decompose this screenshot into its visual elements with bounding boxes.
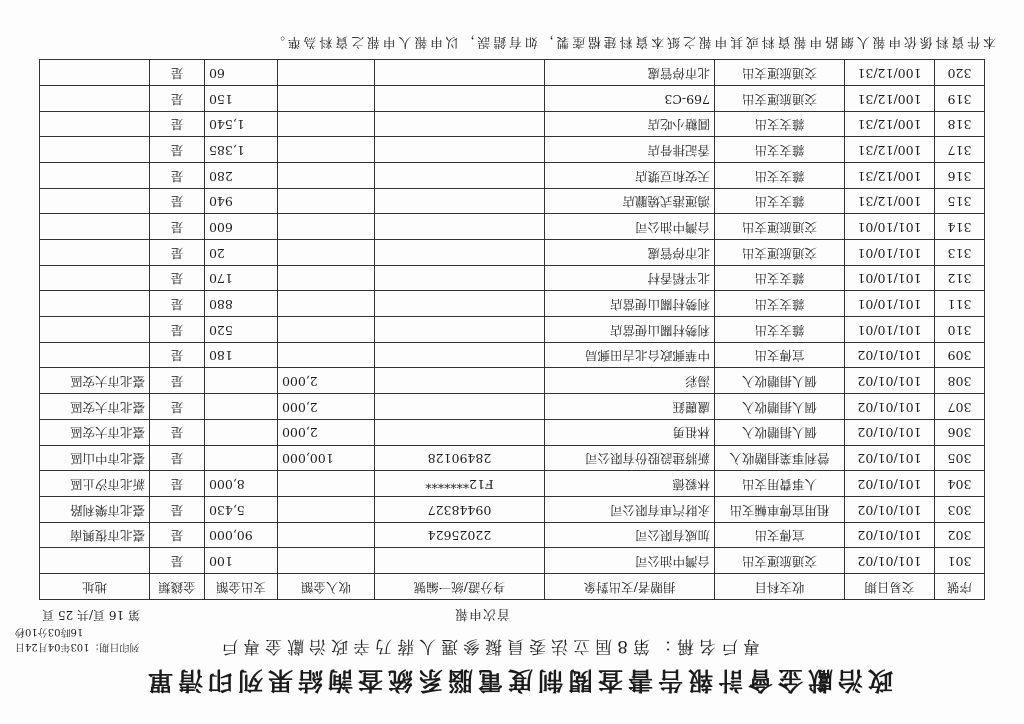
cell-id: [375, 111, 545, 137]
cell-category: 雜支支出: [715, 317, 845, 343]
cell-id: [375, 394, 545, 420]
cell-income: [278, 265, 375, 291]
cell-party: 香記排骨店: [545, 137, 715, 163]
cell-address: [40, 265, 150, 291]
table-row: [40, 496, 985, 522]
cell-cash: 是: [150, 522, 205, 548]
cell-expense: 100: [205, 548, 278, 574]
cell-address: 臺北市大安區: [40, 394, 150, 420]
cell-expense: [205, 445, 278, 471]
cell-address: 臺北市樂利路: [40, 496, 150, 522]
cell-date: 101/10/01: [845, 214, 935, 240]
header-id: 身分證/統一編號: [375, 574, 545, 600]
cell-address: [40, 548, 150, 574]
header-address: 地址: [40, 574, 150, 600]
cell-category: 雜支支出: [715, 265, 845, 291]
cell-id: [375, 291, 545, 317]
cell-expense: 600: [205, 214, 278, 240]
cell-id: [375, 188, 545, 214]
cell-party: 林祖勇: [545, 419, 715, 445]
cell-cash: 是: [150, 214, 205, 240]
report-type: 首次申報: [453, 606, 510, 621]
cell-cash: 是: [150, 188, 205, 214]
cell-date: 100/12/31: [845, 85, 935, 111]
cell-expense: 90,000: [205, 522, 278, 548]
cell-income: [278, 111, 375, 137]
table-row: [40, 214, 985, 240]
cell-category: 交通旅運支出: [715, 214, 845, 240]
table-row: [40, 291, 985, 317]
cell-income: [278, 342, 375, 368]
table-row: [40, 522, 985, 548]
cell-id: [375, 368, 545, 394]
cell-id: [375, 60, 545, 86]
cell-income: 2,000: [278, 394, 375, 420]
cell-expense: 180: [205, 342, 278, 368]
cell-income: [278, 163, 375, 189]
cell-category: 宣傳支出: [715, 522, 845, 548]
cell-expense: 1,540: [205, 111, 278, 137]
cell-seq: 303: [935, 496, 985, 522]
cell-cash: 是: [150, 368, 205, 394]
cell-address: 臺北市中山區: [40, 445, 150, 471]
cell-cash: 是: [150, 60, 205, 86]
cell-expense: [205, 368, 278, 394]
cell-category: 交通旅運支出: [715, 85, 845, 111]
cell-category: 雜支支出: [715, 111, 845, 137]
cell-category: 雜支支出: [715, 291, 845, 317]
cell-income: 2,000: [278, 419, 375, 445]
cell-income: [278, 60, 375, 86]
cell-id: [375, 85, 545, 111]
cell-category: 雜支支出: [715, 188, 845, 214]
cell-party: 利勢村關山便當店: [545, 317, 715, 343]
cell-cash: 是: [150, 265, 205, 291]
page-number: 第 16 頁/共 25 頁: [42, 608, 140, 622]
cell-date: 100/12/31: [845, 111, 935, 137]
cell-expense: [205, 419, 278, 445]
cell-expense: 520: [205, 317, 278, 343]
cell-income: [278, 137, 375, 163]
cell-seq: 304: [935, 471, 985, 497]
cell-address: [40, 111, 150, 137]
cell-address: [40, 214, 150, 240]
cell-seq: 312: [935, 265, 985, 291]
cell-category: 交通旅運支出: [715, 60, 845, 86]
table-row: [40, 265, 985, 291]
cell-date: 101/10/01: [845, 265, 935, 291]
cell-category: 營利事業捐贈收入: [715, 445, 845, 471]
table-row: [40, 137, 985, 163]
transactions-table: [39, 59, 985, 600]
cell-date: 101/01/02: [845, 394, 935, 420]
cell-date: 101/01/02: [845, 496, 935, 522]
cell-date: 100/12/31: [845, 188, 935, 214]
print-time: 16時03分10秒: [15, 626, 84, 637]
cell-id: F12*******: [375, 471, 545, 497]
cell-expense: 150: [205, 85, 278, 111]
cell-address: [40, 85, 150, 111]
cell-date: 101/01/02: [845, 342, 935, 368]
cell-income: [278, 317, 375, 343]
cell-seq: 313: [935, 240, 985, 266]
table-header: [40, 574, 985, 600]
cell-date: 100/12/31: [845, 163, 935, 189]
header-expense: 支出金額: [205, 574, 278, 600]
table-row: [40, 85, 985, 111]
cell-date: 101/10/01: [845, 240, 935, 266]
cell-party: 769-C3: [545, 85, 715, 111]
cell-seq: 320: [935, 60, 985, 86]
cell-address: [40, 317, 150, 343]
cell-cash: 是: [150, 111, 205, 137]
cell-address: [40, 60, 150, 86]
header-seq: 序號: [935, 574, 985, 600]
cell-party: 台灣中油公司: [545, 214, 715, 240]
cell-seq: 306: [935, 419, 985, 445]
cell-party: 鴻運港式燒臘店: [545, 188, 715, 214]
header-income: 收入金額: [278, 574, 375, 600]
cell-income: [278, 85, 375, 111]
cell-cash: 是: [150, 496, 205, 522]
cell-income: [278, 471, 375, 497]
cell-seq: 309: [935, 342, 985, 368]
header-date: 交易日期: [845, 574, 935, 600]
cell-cash: 是: [150, 342, 205, 368]
cell-expense: 940: [205, 188, 278, 214]
cell-id: [375, 548, 545, 574]
cell-party: 湯彩: [545, 368, 715, 394]
cell-expense: 170: [205, 265, 278, 291]
table-row: [40, 188, 985, 214]
cell-date: 100/12/31: [845, 137, 935, 163]
cell-income: [278, 496, 375, 522]
cell-cash: 是: [150, 240, 205, 266]
cell-address: [40, 137, 150, 163]
cell-category: 個人捐贈收入: [715, 368, 845, 394]
cell-party: 盧麗鈺: [545, 394, 715, 420]
table-row: [40, 60, 985, 86]
cell-income: [278, 214, 375, 240]
cell-cash: 是: [150, 394, 205, 420]
cell-address: [40, 188, 150, 214]
header-party: 捐贈者/支出對象: [545, 574, 715, 600]
cell-expense: 880: [205, 291, 278, 317]
cell-date: 101/01/02: [845, 445, 935, 471]
cell-category: 交通旅運支出: [715, 240, 845, 266]
cell-seq: 316: [935, 163, 985, 189]
cell-id: 22025624: [375, 522, 545, 548]
cell-address: 臺北市復興南: [40, 522, 150, 548]
table-row: [40, 163, 985, 189]
cell-seq: 308: [935, 368, 985, 394]
cell-expense: 20: [205, 240, 278, 266]
cell-date: 101/01/02: [845, 522, 935, 548]
cell-party: 新將建設股份有限公司: [545, 445, 715, 471]
cell-seq: 305: [935, 445, 985, 471]
cell-party: 北市停管處: [545, 240, 715, 266]
cell-seq: 315: [935, 188, 985, 214]
cell-address: 臺北市大安區: [40, 368, 150, 394]
cell-seq: 301: [935, 548, 985, 574]
cell-id: [375, 137, 545, 163]
cell-seq: 302: [935, 522, 985, 548]
cell-date: 101/10/01: [845, 291, 935, 317]
cell-id: 28490128: [375, 445, 545, 471]
cell-income: [278, 240, 375, 266]
cell-address: [40, 163, 150, 189]
header-category: 收支科目: [715, 574, 845, 600]
footer-note: 本件資料係依申報人網路申報資料或其申報之紙本資料建檔產製，如有錯誤，以申報人申報之資料為準。: [269, 34, 996, 49]
cell-party: 台灣中油公司: [545, 548, 715, 574]
cell-expense: 1,385: [205, 137, 278, 163]
cell-party: 林毅德: [545, 471, 715, 497]
cell-id: [375, 163, 545, 189]
cell-party: 永財汽車有限公司: [545, 496, 715, 522]
table-row: [40, 317, 985, 343]
cell-income: [278, 548, 375, 574]
cell-cash: 是: [150, 445, 205, 471]
header-cash: 金錢類: [150, 574, 205, 600]
table-row: [40, 548, 985, 574]
cell-id: [375, 317, 545, 343]
cell-date: 101/01/02: [845, 419, 935, 445]
cell-expense: 8,000: [205, 471, 278, 497]
cell-expense: 280: [205, 163, 278, 189]
table-row: [40, 471, 985, 497]
cell-id: [375, 214, 545, 240]
cell-seq: 318: [935, 111, 985, 137]
cell-expense: 5,430: [205, 496, 278, 522]
cell-party: 圓糖小吃店: [545, 111, 715, 137]
cell-cash: 是: [150, 85, 205, 111]
cell-income: [278, 522, 375, 548]
table-row: [40, 240, 985, 266]
cell-seq: 310: [935, 317, 985, 343]
cell-income: 2,000: [278, 368, 375, 394]
cell-category: 雜支支出: [715, 137, 845, 163]
cell-id: [375, 342, 545, 368]
cell-seq: 311: [935, 291, 985, 317]
cell-date: 101/10/01: [845, 317, 935, 343]
cell-party: 加威有限公司: [545, 522, 715, 548]
cell-category: 個人捐贈收入: [715, 394, 845, 420]
cell-category: 交通旅運支出: [715, 548, 845, 574]
cell-cash: 是: [150, 291, 205, 317]
cell-cash: 是: [150, 317, 205, 343]
cell-address: [40, 342, 150, 368]
cell-category: 宣傳支出: [715, 342, 845, 368]
cell-date: 101/01/02: [845, 471, 935, 497]
cell-seq: 314: [935, 214, 985, 240]
cell-address: [40, 291, 150, 317]
table-body: [40, 60, 985, 574]
cell-category: 租用宣傳車輛支出: [715, 496, 845, 522]
table-row: [40, 342, 985, 368]
account-name: 專戶名稱：第8屆立法委員擬參選人蔣乃辛政治獻金專戶: [216, 636, 760, 656]
cell-party: 天安和豆漿店: [545, 163, 715, 189]
cell-expense: [205, 394, 278, 420]
cell-id: [375, 240, 545, 266]
cell-id: [375, 419, 545, 445]
cell-address: [40, 240, 150, 266]
cell-party: 利勢村關山便當店: [545, 291, 715, 317]
print-date: 列印日期：103年04月24日: [15, 641, 140, 652]
cell-category: 人事費用支出: [715, 471, 845, 497]
cell-party: 北平稻香村: [545, 265, 715, 291]
document-title: 政治獻金會計報告書查閱制度電腦系統查詢結果列印清單: [143, 666, 894, 695]
cell-party: 中華郵政台北吉田郵局: [545, 342, 715, 368]
cell-cash: 是: [150, 419, 205, 445]
cell-income: [278, 291, 375, 317]
cell-address: 臺北市大安區: [40, 419, 150, 445]
table-row: [40, 368, 985, 394]
cell-expense: 60: [205, 60, 278, 86]
cell-cash: 是: [150, 163, 205, 189]
table-row: [40, 419, 985, 445]
cell-income: 100,000: [278, 445, 375, 471]
cell-id: [375, 265, 545, 291]
table-row: [40, 111, 985, 137]
table-row: [40, 394, 985, 420]
cell-cash: 是: [150, 548, 205, 574]
cell-address: 新北市汐止區: [40, 471, 150, 497]
cell-seq: 317: [935, 137, 985, 163]
cell-seq: 319: [935, 85, 985, 111]
cell-cash: 是: [150, 471, 205, 497]
cell-date: 101/01/02: [845, 548, 935, 574]
cell-id: 09448327: [375, 496, 545, 522]
cell-category: 個人捐贈收入: [715, 419, 845, 445]
cell-date: 100/12/31: [845, 60, 935, 86]
cell-income: [278, 188, 375, 214]
cell-category: 雜支支出: [715, 163, 845, 189]
table-row: [40, 445, 985, 471]
cell-party: 北市停管處: [545, 60, 715, 86]
cell-cash: 是: [150, 137, 205, 163]
header-row: [40, 574, 985, 600]
cell-date: 101/01/02: [845, 368, 935, 394]
cell-seq: 307: [935, 394, 985, 420]
